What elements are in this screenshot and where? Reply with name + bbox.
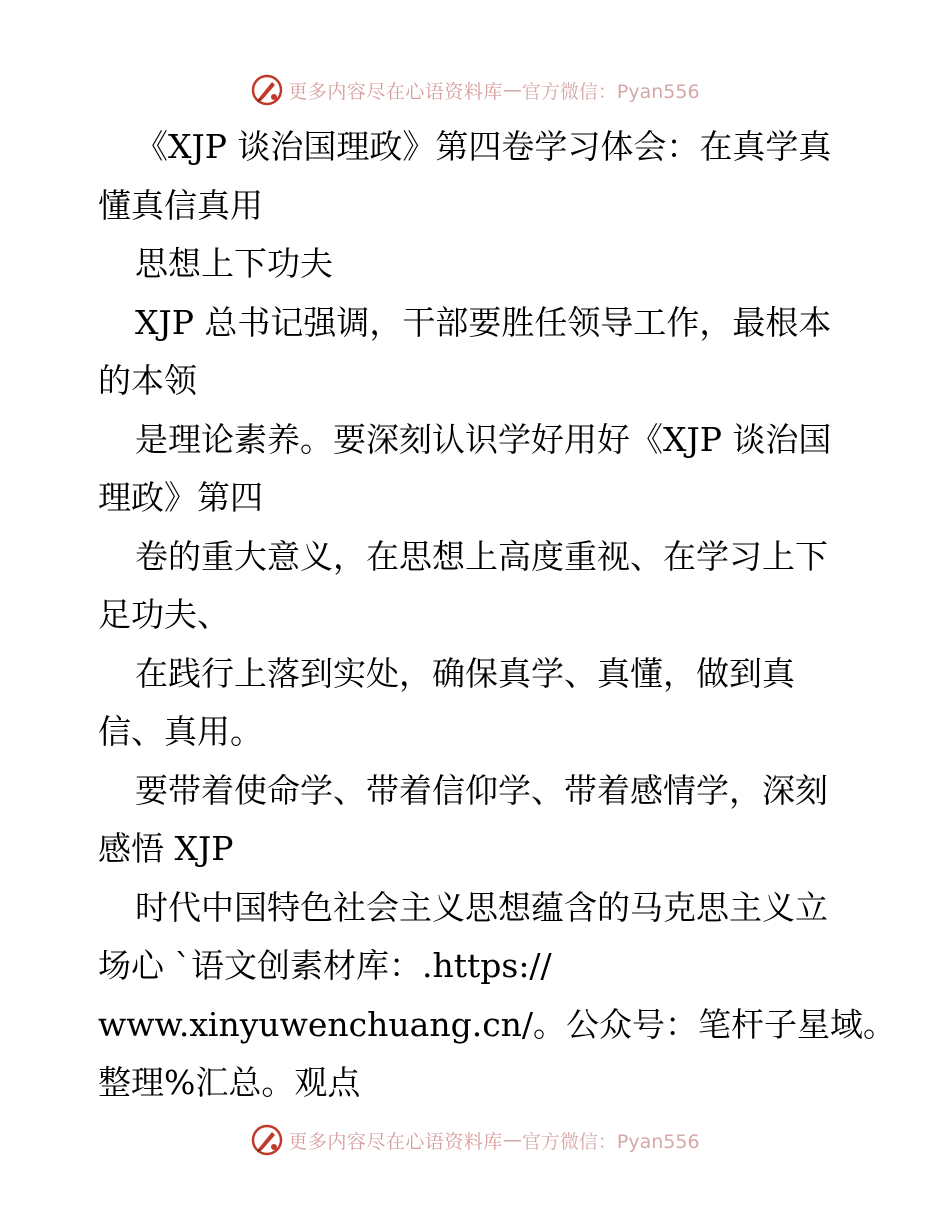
body-line: 整理%汇总。观点 <box>98 1063 361 1102</box>
header-banner <box>0 70 950 110</box>
body-line: 思想上下功夫 <box>135 244 333 283</box>
body-line: 时代中国特色社会主义思想蕴含的马克思主义立 <box>135 887 828 927</box>
body-line: XJP 总书记强调，干部要胜任领导工作，最根本 <box>135 302 832 342</box>
body-line: 在践行上落到实处，确保真学、真懂，做到真 <box>135 653 795 693</box>
body-line: www.xinyuwenchuang.cn/。公众号：笔杆子星域。 <box>98 1004 897 1044</box>
document-body <box>98 118 897 1113</box>
body-line: 要带着使命学、带着信仰学、带着感情学，深刻 <box>135 770 828 810</box>
header-wechat-text: 官方微信：Pyan556 <box>521 80 700 103</box>
body-line: 懂真信真用 <box>98 185 263 225</box>
header-separator: — <box>502 79 522 101</box>
body-line: 足功夫、 <box>98 595 230 634</box>
body-line: 理政》第四 <box>98 478 263 517</box>
footer-promo-text: 更多内容尽在心语资料库 <box>288 1130 503 1153</box>
quill-pen-logo-icon <box>250 1123 284 1157</box>
footer-separator: — <box>502 1129 522 1151</box>
footer-banner <box>0 1120 950 1160</box>
body-line: 感悟 XJP <box>98 829 234 868</box>
footer-wechat-text: 官方微信：Pyan556 <box>521 1130 700 1153</box>
body-line: 《XJP 谈治国理政》第四卷学习体会：在真学真 <box>135 127 832 166</box>
body-line: 卷的重大意义，在思想上高度重视、在学习上下 <box>135 536 828 576</box>
header-promo-text: 更多内容尽在心语资料库 <box>288 80 503 103</box>
body-line: 信、真用。 <box>98 712 263 751</box>
quill-pen-logo-icon <box>250 73 284 107</box>
body-line: 的本领 <box>98 361 197 400</box>
body-line: 场心 `语文创素材库：.https:// <box>98 946 552 985</box>
body-line: 是理论素养。要深刻认识学好用好《XJP 谈治国 <box>135 419 832 459</box>
